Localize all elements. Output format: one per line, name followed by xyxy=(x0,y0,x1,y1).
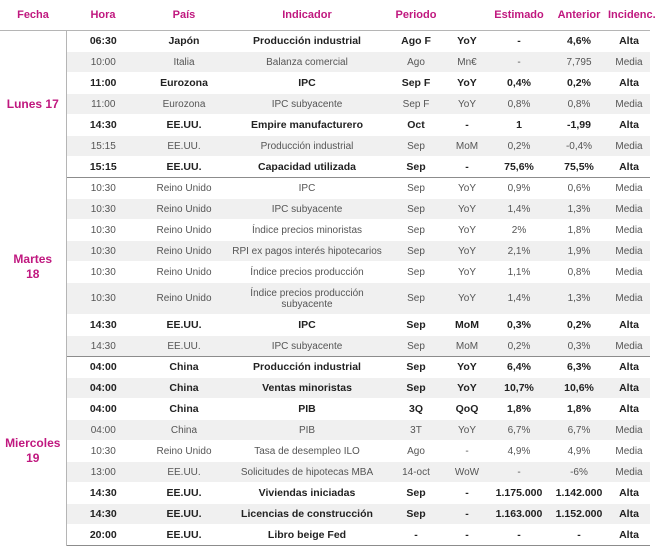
cell-indicator: IPC xyxy=(228,315,386,336)
cell-time: 15:15 xyxy=(66,136,140,157)
cell-period: Sep xyxy=(386,157,446,178)
table-row xyxy=(0,52,650,73)
cell-time: 14:30 xyxy=(66,504,140,525)
cell-previous: 1,8% xyxy=(550,399,608,420)
cell-unit: YoY xyxy=(446,199,488,220)
cell-previous: - xyxy=(550,525,608,546)
cell-impact: Alta xyxy=(608,315,650,336)
cell-unit: YoY xyxy=(446,420,488,441)
day-label xyxy=(0,31,66,178)
table-row xyxy=(0,504,650,525)
table-row xyxy=(0,157,650,178)
table-row xyxy=(0,336,650,357)
cell-time: 10:30 xyxy=(66,220,140,241)
cell-country: Eurozona xyxy=(140,94,228,115)
cell-previous: 1.142.000 xyxy=(550,483,608,504)
cell-previous: -0,4% xyxy=(550,136,608,157)
cell-previous: 0,6% xyxy=(550,178,608,199)
cell-indicator: Empire manufacturero xyxy=(228,115,386,136)
cell-previous: 0,2% xyxy=(550,73,608,94)
cell-indicator: IPC subyacente xyxy=(228,199,386,220)
cell-estimate: 0,9% xyxy=(488,178,550,199)
cell-indicator: Índice precios producción xyxy=(228,262,386,283)
table-row xyxy=(0,31,650,52)
cell-indicator: Solicitudes de hipotecas MBA xyxy=(228,462,386,483)
header-fecha: Fecha xyxy=(0,0,66,31)
cell-time: 10:30 xyxy=(66,178,140,199)
cell-period: Sep F xyxy=(386,73,446,94)
cell-time: 10:30 xyxy=(66,199,140,220)
cell-period: Sep F xyxy=(386,94,446,115)
cell-indicator: IPC xyxy=(228,178,386,199)
table-body xyxy=(0,31,650,546)
cell-indicator: Producción industrial xyxy=(228,31,386,52)
header-periodo: Periodo xyxy=(386,0,446,31)
cell-unit: - xyxy=(446,115,488,136)
cell-previous: 0,8% xyxy=(550,94,608,115)
cell-unit: MoM xyxy=(446,315,488,336)
table-row xyxy=(0,283,650,315)
table-row xyxy=(0,115,650,136)
cell-estimate: - xyxy=(488,31,550,52)
cell-indicator: Ventas minoristas xyxy=(228,378,386,399)
table-row xyxy=(0,462,650,483)
cell-period: Sep xyxy=(386,199,446,220)
cell-time: 10:30 xyxy=(66,262,140,283)
cell-time: 10:30 xyxy=(66,441,140,462)
cell-unit: YoY xyxy=(446,94,488,115)
cell-estimate: - xyxy=(488,52,550,73)
table-row xyxy=(0,441,650,462)
cell-time: 04:00 xyxy=(66,378,140,399)
cell-period: Ago xyxy=(386,52,446,73)
cell-country: China xyxy=(140,420,228,441)
cell-estimate: 75,6% xyxy=(488,157,550,178)
cell-estimate: 1.163.000 xyxy=(488,504,550,525)
cell-impact: Alta xyxy=(608,504,650,525)
cell-estimate: 6,4% xyxy=(488,357,550,378)
cell-country: Italia xyxy=(140,52,228,73)
cell-estimate: 10,7% xyxy=(488,378,550,399)
cell-estimate: - xyxy=(488,525,550,546)
cell-impact: Media xyxy=(608,283,650,315)
cell-country: Reino Unido xyxy=(140,241,228,262)
cell-indicator: Viviendas iniciadas xyxy=(228,483,386,504)
table-row xyxy=(0,357,650,378)
cell-unit: - xyxy=(446,525,488,546)
cell-estimate: 1,8% xyxy=(488,399,550,420)
cell-time: 10:00 xyxy=(66,52,140,73)
cell-estimate: 0,2% xyxy=(488,336,550,357)
day-label-line: 18 xyxy=(26,267,40,281)
cell-estimate: 1 xyxy=(488,115,550,136)
cell-impact: Media xyxy=(608,136,650,157)
table-row xyxy=(0,178,650,199)
cell-indicator: IPC xyxy=(228,73,386,94)
cell-impact: Alta xyxy=(608,357,650,378)
table-row xyxy=(0,241,650,262)
cell-estimate: 0,3% xyxy=(488,315,550,336)
cell-previous: 4,9% xyxy=(550,441,608,462)
cell-previous: 1,8% xyxy=(550,220,608,241)
day-label-line: Martes xyxy=(13,252,53,266)
cell-period: 3T xyxy=(386,420,446,441)
cell-indicator: RPI ex pagos interés hipotecarios xyxy=(228,241,386,262)
cell-unit: - xyxy=(446,157,488,178)
cell-indicator: IPC subyacente xyxy=(228,336,386,357)
cell-time: 04:00 xyxy=(66,357,140,378)
cell-country: Reino Unido xyxy=(140,220,228,241)
header-incidencia: Incidenc. xyxy=(608,0,650,31)
cell-period: Oct xyxy=(386,115,446,136)
cell-country: China xyxy=(140,399,228,420)
cell-previous: 7,795 xyxy=(550,52,608,73)
cell-impact: Alta xyxy=(608,525,650,546)
cell-period: Sep xyxy=(386,504,446,525)
cell-period: Sep xyxy=(386,283,446,315)
cell-country: Japón xyxy=(140,31,228,52)
cell-time: 13:00 xyxy=(66,462,140,483)
cell-time: 04:00 xyxy=(66,399,140,420)
cell-estimate: 2,1% xyxy=(488,241,550,262)
header-indicador: Indicador xyxy=(228,0,386,31)
cell-previous: 75,5% xyxy=(550,157,608,178)
cell-period: Ago F xyxy=(386,31,446,52)
cell-period: Sep xyxy=(386,262,446,283)
table-row xyxy=(0,420,650,441)
cell-impact: Alta xyxy=(608,399,650,420)
cell-country: Reino Unido xyxy=(140,441,228,462)
table-row xyxy=(0,378,650,399)
cell-period: Sep xyxy=(386,357,446,378)
cell-impact: Media xyxy=(608,336,650,357)
cell-indicator: PIB xyxy=(228,399,386,420)
day-label xyxy=(0,178,66,357)
cell-time: 15:15 xyxy=(66,157,140,178)
cell-estimate: 0,4% xyxy=(488,73,550,94)
cell-previous: -6% xyxy=(550,462,608,483)
cell-previous: 10,6% xyxy=(550,378,608,399)
cell-country: EE.UU. xyxy=(140,157,228,178)
cell-time: 14:30 xyxy=(66,336,140,357)
cell-impact: Alta xyxy=(608,157,650,178)
cell-time: 04:00 xyxy=(66,420,140,441)
cell-estimate: 4,9% xyxy=(488,441,550,462)
cell-unit: YoY xyxy=(446,283,488,315)
cell-previous: 0,8% xyxy=(550,262,608,283)
table-row xyxy=(0,73,650,94)
cell-unit: YoY xyxy=(446,220,488,241)
cell-country: EE.UU. xyxy=(140,462,228,483)
cell-indicator: Balanza comercial xyxy=(228,52,386,73)
cell-unit: MoM xyxy=(446,336,488,357)
cell-unit: QoQ xyxy=(446,399,488,420)
cell-time: 11:00 xyxy=(66,73,140,94)
cell-unit: - xyxy=(446,483,488,504)
header-hora: Hora xyxy=(66,0,140,31)
cell-time: 20:00 xyxy=(66,525,140,546)
cell-previous: 0,2% xyxy=(550,315,608,336)
cell-indicator: Tasa de desempleo ILO xyxy=(228,441,386,462)
cell-estimate: 1,4% xyxy=(488,283,550,315)
cell-unit: YoY xyxy=(446,241,488,262)
cell-previous: 6,3% xyxy=(550,357,608,378)
cell-period: Sep xyxy=(386,220,446,241)
cell-period: 3Q xyxy=(386,399,446,420)
table-row xyxy=(0,525,650,546)
cell-impact: Media xyxy=(608,52,650,73)
cell-unit: - xyxy=(446,504,488,525)
day-label-line: Miercoles xyxy=(5,436,61,451)
cell-unit: MoM xyxy=(446,136,488,157)
cell-impact: Alta xyxy=(608,378,650,399)
day-label xyxy=(0,357,66,546)
cell-country: Reino Unido xyxy=(140,199,228,220)
cell-period: Sep xyxy=(386,483,446,504)
cell-country: EE.UU. xyxy=(140,315,228,336)
table-row xyxy=(0,262,650,283)
cell-time: 10:30 xyxy=(66,283,140,315)
cell-period: Sep xyxy=(386,178,446,199)
cell-time: 14:30 xyxy=(66,115,140,136)
cell-impact: Media xyxy=(608,420,650,441)
cell-unit: - xyxy=(446,441,488,462)
cell-unit: YoY xyxy=(446,357,488,378)
cell-country: Reino Unido xyxy=(140,283,228,315)
cell-impact: Alta xyxy=(608,115,650,136)
header-estimado: Estimado xyxy=(488,0,550,31)
cell-period: Sep xyxy=(386,336,446,357)
cell-unit: YoY xyxy=(446,262,488,283)
cell-indicator: Libro beige Fed xyxy=(228,525,386,546)
cell-period: Sep xyxy=(386,241,446,262)
cell-country: EE.UU. xyxy=(140,525,228,546)
cell-country: EE.UU. xyxy=(140,504,228,525)
table-row xyxy=(0,315,650,336)
header-row xyxy=(0,0,650,31)
cell-time: 14:30 xyxy=(66,315,140,336)
cell-country: EE.UU. xyxy=(140,336,228,357)
cell-unit: YoY xyxy=(446,178,488,199)
cell-previous: -1,99 xyxy=(550,115,608,136)
cell-unit: YoY xyxy=(446,31,488,52)
cell-time: 10:30 xyxy=(66,241,140,262)
cell-country: Reino Unido xyxy=(140,178,228,199)
cell-unit: Mn€ xyxy=(446,52,488,73)
cell-unit: YoY xyxy=(446,73,488,94)
cell-previous: 1,3% xyxy=(550,283,608,315)
cell-impact: Media xyxy=(608,462,650,483)
cell-time: 14:30 xyxy=(66,483,140,504)
table-row xyxy=(0,199,650,220)
cell-impact: Media xyxy=(608,441,650,462)
cell-indicator: Capacidad utilizada xyxy=(228,157,386,178)
table-row xyxy=(0,94,650,115)
cell-period: Sep xyxy=(386,378,446,399)
cell-estimate: 0,8% xyxy=(488,94,550,115)
cell-previous: 1.152.000 xyxy=(550,504,608,525)
cell-indicator: PIB xyxy=(228,420,386,441)
cell-unit: WoW xyxy=(446,462,488,483)
cell-previous: 1,9% xyxy=(550,241,608,262)
cell-impact: Media xyxy=(608,178,650,199)
cell-time: 11:00 xyxy=(66,94,140,115)
cell-previous: 0,3% xyxy=(550,336,608,357)
table-row xyxy=(0,399,650,420)
cell-estimate: 1,4% xyxy=(488,199,550,220)
cell-period: - xyxy=(386,525,446,546)
cell-indicator: Producción industrial xyxy=(228,136,386,157)
table-row xyxy=(0,483,650,504)
cell-impact: Alta xyxy=(608,31,650,52)
cell-previous: 6,7% xyxy=(550,420,608,441)
cell-country: EE.UU. xyxy=(140,136,228,157)
cell-indicator: Producción industrial xyxy=(228,357,386,378)
cell-impact: Alta xyxy=(608,73,650,94)
day-label-line: Lunes 17 xyxy=(6,96,59,111)
cell-impact: Alta xyxy=(608,483,650,504)
cell-impact: Media xyxy=(608,94,650,115)
cell-impact: Media xyxy=(608,199,650,220)
cell-country: China xyxy=(140,378,228,399)
cell-impact: Media xyxy=(608,220,650,241)
cell-estimate: 1.175.000 xyxy=(488,483,550,504)
cell-indicator: Índice precios producción subyacente xyxy=(228,283,386,315)
cell-time: 06:30 xyxy=(66,31,140,52)
cell-indicator: Licencias de construcción xyxy=(228,504,386,525)
cell-period: Ago xyxy=(386,441,446,462)
cell-country: China xyxy=(140,357,228,378)
day-label-line: 19 xyxy=(26,451,40,466)
cell-period: Sep xyxy=(386,315,446,336)
header-unit xyxy=(446,0,488,31)
cell-country: Eurozona xyxy=(140,73,228,94)
cell-indicator: IPC subyacente xyxy=(228,94,386,115)
cell-country: EE.UU. xyxy=(140,115,228,136)
cell-country: EE.UU. xyxy=(140,483,228,504)
cell-estimate: 0,2% xyxy=(488,136,550,157)
cell-previous: 1,3% xyxy=(550,199,608,220)
table-row xyxy=(0,220,650,241)
header-anterior: Anterior xyxy=(550,0,608,31)
header-pais: País xyxy=(140,0,228,31)
cell-impact: Media xyxy=(608,241,650,262)
cell-period: 14-oct xyxy=(386,462,446,483)
cell-indicator: Índice precios minoristas xyxy=(228,220,386,241)
cell-period: Sep xyxy=(386,136,446,157)
cell-estimate: - xyxy=(488,462,550,483)
table-row xyxy=(0,136,650,157)
cell-unit: YoY xyxy=(446,378,488,399)
cell-impact: Media xyxy=(608,262,650,283)
cell-estimate: 2% xyxy=(488,220,550,241)
cell-previous: 4,6% xyxy=(550,31,608,52)
cell-country: Reino Unido xyxy=(140,262,228,283)
cell-estimate: 1,1% xyxy=(488,262,550,283)
cell-estimate: 6,7% xyxy=(488,420,550,441)
